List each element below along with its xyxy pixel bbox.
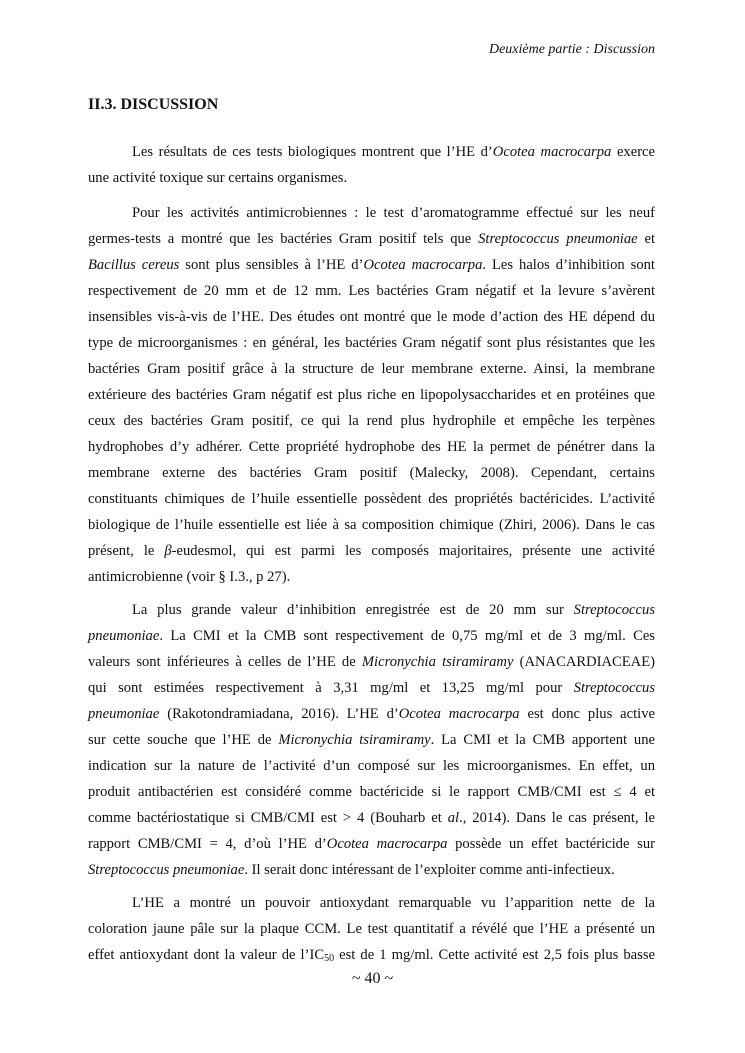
line-content <box>88 779 655 805</box>
text-line <box>88 916 655 942</box>
text-run: biologique de l’huile essentielle est liée à sa composition chimique (Zhiri, 2006). Dans le cas <box>88 517 655 533</box>
italic-text: al <box>447 810 460 826</box>
italic-text: β <box>164 543 172 559</box>
line-content <box>88 727 655 753</box>
line-content <box>88 165 655 191</box>
line-content <box>132 139 655 165</box>
text-run: et <box>637 231 655 247</box>
text-line <box>88 252 655 278</box>
document-body <box>88 139 655 975</box>
line-content <box>88 649 655 675</box>
text-line <box>88 675 655 701</box>
text-run: valeurs sont inférieures à celles de l’HE de <box>88 654 362 670</box>
text-line <box>88 356 655 382</box>
line-content <box>88 278 655 304</box>
text-run: . Les halos d’inhibition sont <box>482 257 655 273</box>
text-run: hydrophobes d’y adhérer. Cette propriété hydrophobe des HE la permet de pénétrer dans la <box>88 439 655 455</box>
text-line <box>88 226 655 252</box>
line-content <box>132 597 655 623</box>
italic-text: Bacillus cereus <box>88 257 180 273</box>
text-line <box>88 857 655 883</box>
text-line <box>88 165 655 191</box>
text-line <box>88 701 655 727</box>
text-run: indication sur la nature de l’activité d’un composé sur les microorganismes. En effet, un <box>88 758 655 774</box>
text-line <box>88 460 655 486</box>
text-run: sont plus sensibles à l’HE d’ <box>179 257 364 273</box>
line-content <box>88 460 655 486</box>
line-content <box>88 675 655 701</box>
line-content <box>88 330 655 356</box>
text-run: sur cette souche que l’HE de <box>88 732 279 748</box>
subscript-text: 50 <box>324 953 335 964</box>
text-line <box>88 408 655 434</box>
text-run: produit antibactérien est considéré comme bactéricide si le rapport CMB/CMI est ≤ 4 et <box>88 784 655 800</box>
line-content <box>88 356 655 382</box>
line-content <box>88 831 655 857</box>
paragraph <box>88 139 655 191</box>
text-run: (ANACARDIACEAE) <box>513 654 655 670</box>
text-line <box>88 779 655 805</box>
line-content <box>88 753 655 779</box>
running-header: Deuxième partie : Discussion <box>488 42 655 57</box>
text-run: effet antioxydant dont la valeur de l’IC <box>88 947 325 963</box>
line-content <box>88 942 655 968</box>
line-content <box>88 512 655 538</box>
text-run: . La CMI et la CMB sont respectivement de 0,75 mg/ml et de 3 mg/ml. Ces <box>159 628 655 644</box>
text-run: comme bactériostatique si CMB/CMI est > 4 (Bouharb et <box>88 810 448 826</box>
text-run: rapport CMB/CMI = 4, d’où l’HE d’ <box>88 836 327 852</box>
text-run: coloration jaune pâle sur la plaque CCM. Le test quantitatif a révélé que l’HE a présenté un <box>88 921 655 937</box>
text-line <box>88 304 655 330</box>
text-run: germes-tests a montré que les bactéries Gram positif tels que <box>88 231 479 247</box>
text-run: ., 2014). Dans le cas présent, le <box>459 810 655 826</box>
line-content <box>88 304 655 330</box>
line-content <box>132 200 655 226</box>
text-run: type de microorganismes : en général, les bactéries Gram négatif sont plus résistantes que les <box>88 335 655 351</box>
text-line <box>88 649 655 675</box>
text-line <box>88 278 655 304</box>
italic-text: pneumoniae <box>88 628 160 644</box>
text-run: . Il serait donc intéressant de l’exploiter comme anti-infectieux. <box>244 862 615 878</box>
line-content <box>88 564 655 590</box>
text-line <box>88 486 655 512</box>
italic-text: Streptococcus <box>573 680 655 696</box>
text-run: -eudesmol, qui est parmi les composés majoritaires, présente une activité <box>171 543 655 559</box>
text-run: est de 1 mg/ml. Cette activité est 2,5 fois plus basse <box>334 947 655 963</box>
text-run: insensibles vis-à-vis de l’HE. Des études ont montré que le mode d’action des HE dépend du <box>88 309 655 325</box>
italic-text: Ocotea macrocarpa <box>326 836 448 852</box>
line-content <box>88 252 655 278</box>
section-heading: II.3. DISCUSSION <box>88 96 219 113</box>
italic-text: Micronychia tsiramiramy <box>278 732 431 748</box>
line-content <box>132 890 655 916</box>
text-line <box>88 623 655 649</box>
italic-text: Streptococcus pneumoniae <box>88 862 245 878</box>
text-line <box>88 200 655 226</box>
text-run: antimicrobienne (voir § I.3., p 27). <box>88 569 291 585</box>
text-run: extérieure des bactéries Gram négatif est plus riche en lipopolysaccharides et en protéines que <box>88 387 655 403</box>
text-line <box>88 139 655 165</box>
text-run: La plus grande valeur d’inhibition enregistrée est de 20 mm sur <box>132 602 574 618</box>
line-content <box>88 805 655 831</box>
line-content <box>88 538 655 564</box>
text-run: une activité toxique sur certains organismes. <box>88 170 348 186</box>
text-run: est donc plus active <box>519 706 655 722</box>
paragraph <box>88 597 655 883</box>
line-content <box>88 916 655 942</box>
text-run: Pour les activités antimicrobiennes : le test d’aromatogramme effectué sur les neuf <box>132 205 655 221</box>
line-content <box>88 486 655 512</box>
line-content <box>88 623 655 649</box>
text-line <box>88 727 655 753</box>
line-content <box>88 226 655 252</box>
text-run: L’HE a montré un pouvoir antioxydant remarquable vu l’apparition nette de la <box>132 895 655 911</box>
line-content <box>88 408 655 434</box>
text-run: présent, le <box>88 543 165 559</box>
italic-text: Streptococcus pneumoniae <box>478 231 638 247</box>
text-line <box>88 330 655 356</box>
text-line <box>88 564 655 590</box>
page-number: ~ 40 ~ <box>351 970 394 987</box>
text-line <box>88 512 655 538</box>
text-line <box>88 434 655 460</box>
text-line <box>88 831 655 857</box>
text-run: qui sont estimées respectivement à 3,31 mg/ml et 13,25 mg/ml pour <box>88 680 574 696</box>
italic-text: Ocotea macrocarpa <box>398 706 520 722</box>
text-line <box>88 942 655 968</box>
text-run: ceux des bactéries Gram positif, ce qui la rend plus hydrophile et empêche les terpènes <box>88 413 655 429</box>
text-run: . La CMI et la CMB apportent une <box>430 732 655 748</box>
italic-text: pneumoniae <box>88 706 160 722</box>
paragraph <box>88 890 655 968</box>
line-content <box>88 434 655 460</box>
text-run: constituants chimiques de l’huile essentielle possèdent des propriétés bactéricides. L’activité <box>88 491 655 507</box>
text-run: (Rakotondramiadana, 2016). L’HE d’ <box>159 706 399 722</box>
italic-text: Micronychia tsiramiramy <box>361 654 514 670</box>
text-run: bactéries Gram positif grâce à la structure de leur membrane externe. Ainsi, la membrane <box>88 361 655 377</box>
text-line <box>88 890 655 916</box>
text-run: respectivement de 20 mm et de 12 mm. Les bactéries Gram négatif et la levure s’avèrent <box>88 283 655 299</box>
italic-text: Streptococcus <box>573 602 655 618</box>
line-content <box>88 857 655 883</box>
text-line <box>88 597 655 623</box>
line-content <box>88 382 655 408</box>
text-run: possède un effet bactéricide sur <box>447 836 655 852</box>
text-line <box>88 805 655 831</box>
text-run: Les résultats de ces tests biologiques montrent que l’HE d’ <box>132 144 493 160</box>
italic-text: Ocotea macrocarpa <box>363 257 483 273</box>
text-run: membrane externe des bactéries Gram positif (Malecky, 2008). Cependant, certains <box>88 465 655 481</box>
text-line <box>88 382 655 408</box>
italic-text: Ocotea macrocarpa <box>492 144 612 160</box>
text-line <box>88 753 655 779</box>
line-content <box>88 701 655 727</box>
paragraph <box>88 200 655 590</box>
text-run: exerce <box>611 144 656 160</box>
text-line <box>88 538 655 564</box>
